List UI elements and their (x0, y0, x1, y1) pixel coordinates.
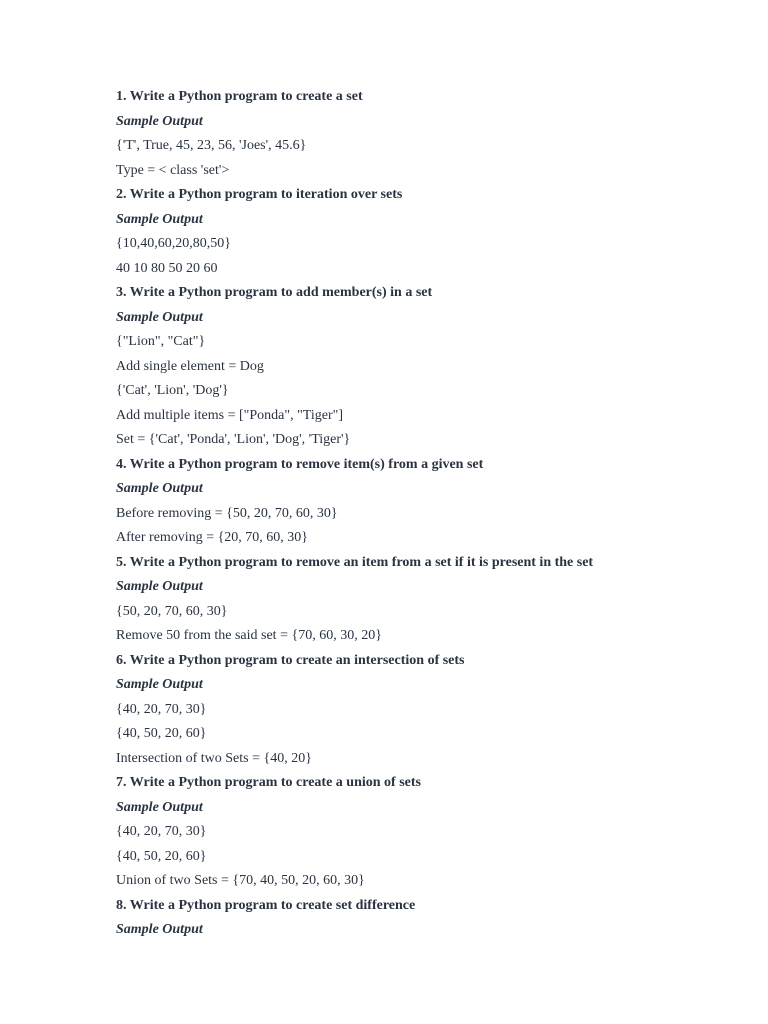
exercise-5-output-line: Remove 50 from the said set = {70, 60, 30, 20} (116, 628, 382, 643)
exercise-6-output-line: {40, 50, 20, 60} (116, 726, 207, 741)
exercise-1-output-line: Type = < class 'set'> (116, 162, 230, 178)
exercise-5-sample-label: Sample Output (116, 579, 203, 594)
exercise-3-output-line: Add multiple items = ["Ponda", "Tiger"] (116, 407, 344, 423)
exercise-3-output-line: Add single element = Dog (116, 358, 264, 374)
exercise-2-output-line: 40 10 80 50 20 60 (116, 260, 218, 276)
exercise-4-output-line: Before removing = {50, 20, 70, 60, 30} (116, 505, 338, 521)
exercise-3-output-line: Set = {'Cat', 'Ponda', 'Lion', 'Dog', 'Tiger'} (116, 432, 351, 447)
exercise-2-sample-label: Sample Output (116, 211, 203, 227)
exercise-1-output-line: {'T', True, 45, 23, 56, 'Joes', 45.6} (116, 138, 307, 153)
exercise-7-heading: 7. Write a Python program to create a union of sets (116, 775, 421, 790)
exercise-4-sample-label: Sample Output (116, 481, 203, 496)
exercise-6-sample-label: Sample Output (116, 677, 203, 692)
exercise-7-output-line: {40, 50, 20, 60} (116, 848, 207, 864)
exercise-8-sample-label: Sample Output (116, 922, 203, 937)
exercise-2-heading: 2. Write a Python program to iteration over sets (116, 187, 403, 202)
exercise-7-output-line: {40, 20, 70, 30} (116, 824, 207, 839)
exercise-5-output-line: {50, 20, 70, 60, 30} (116, 603, 228, 619)
exercise-5-heading: 5. Write a Python program to remove an item from a set if it is present in the set (116, 554, 594, 570)
exercise-6-output-line: Intersection of two Sets = {40, 20} (116, 750, 312, 766)
exercise-6-heading: 6. Write a Python program to create an intersection of sets (116, 652, 465, 668)
exercise-6-output-line: {40, 20, 70, 30} (116, 701, 207, 717)
exercise-3-sample-label: Sample Output (116, 309, 203, 325)
exercise-3-output-line: {"Lion", "Cat"} (116, 334, 206, 349)
exercise-7-sample-label: Sample Output (116, 799, 203, 815)
exercise-3-output-line: {'Cat', 'Lion', 'Dog'} (116, 383, 229, 398)
exercise-7-output-line: Union of two Sets = {70, 40, 50, 20, 60, 30} (116, 873, 365, 888)
exercise-1-heading: 1. Write a Python program to create a set (116, 89, 363, 104)
document-page (116, 85, 736, 943)
exercise-3-heading: 3. Write a Python program to add member(s) in a set (116, 285, 433, 300)
exercise-4-heading: 4. Write a Python program to remove item(s) from a given set (116, 456, 484, 472)
exercise-2-output-line: {10,40,60,20,80,50} (116, 236, 231, 251)
exercise-8-heading: 8. Write a Python program to create set difference (116, 897, 416, 913)
exercise-1-sample-label: Sample Output (116, 113, 203, 129)
exercise-4-output-line: After removing = {20, 70, 60, 30} (116, 530, 309, 545)
